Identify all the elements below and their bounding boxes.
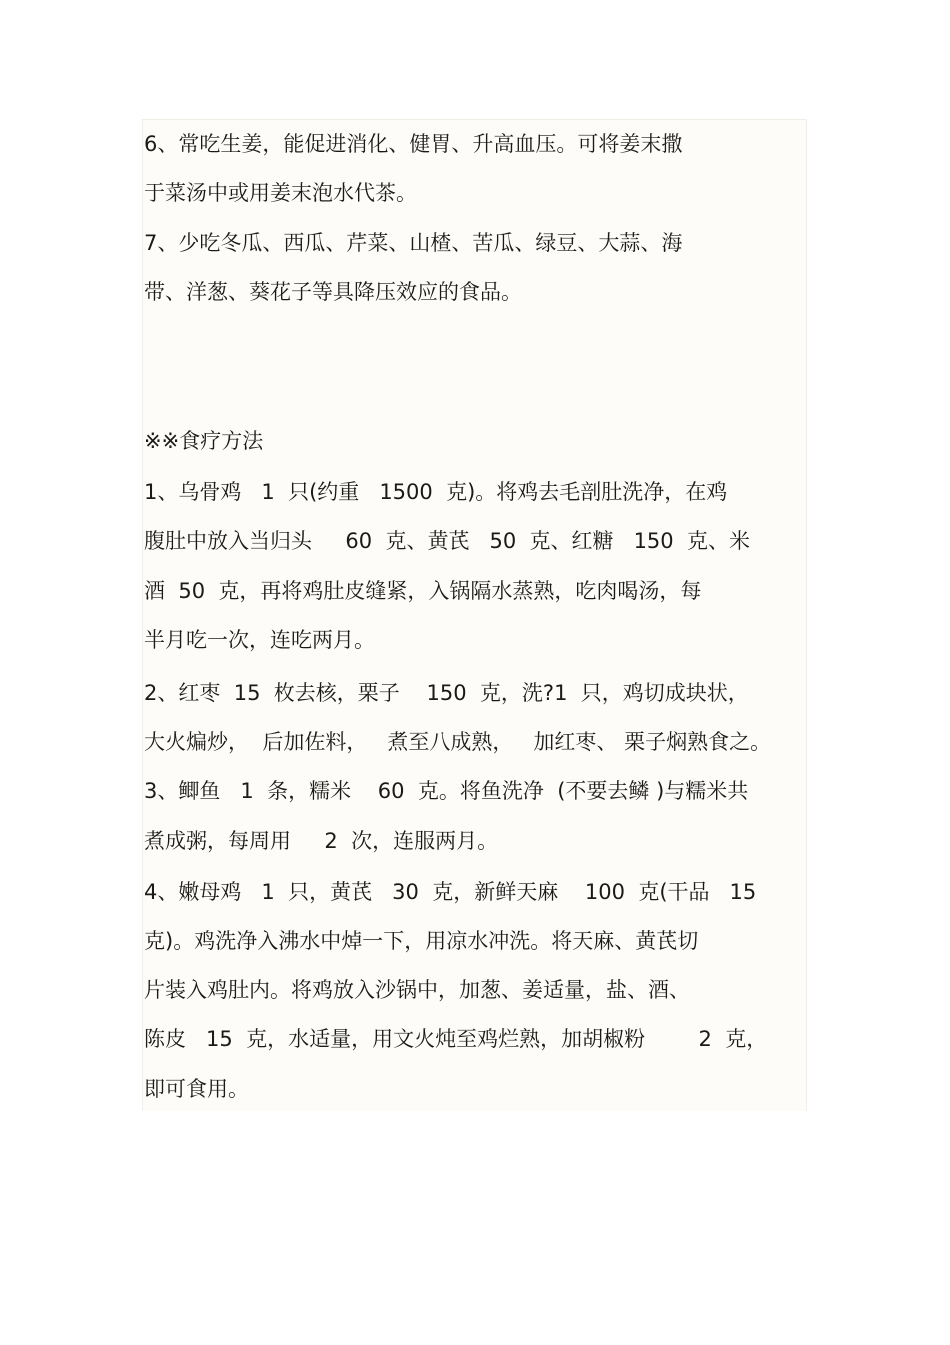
recipe-3-line-2: 煮成粥，每周用 2 次，连服两月。 bbox=[144, 829, 499, 853]
recipe-4-line-2: 克)。鸡洗净入沸水中焯一下，用凉水冲洗。将天麻、黄芪切 bbox=[144, 929, 699, 953]
recipe-1-line-2: 腹肚中放入当归头 60 克、黄芪 50 克、红糖 150 克、米 bbox=[144, 529, 751, 553]
recipe-2-line-1: 2、红枣 15 枚去核，栗子 150 克，洗?1 只，鸡切成块状， bbox=[144, 681, 749, 705]
recipe-4-line-5: 即可食用。 bbox=[144, 1077, 249, 1101]
recipe-4-line-3: 片装入鸡肚内。将鸡放入沙锅中，加葱、姜适量，盐、酒、 bbox=[144, 978, 690, 1002]
document-page bbox=[142, 119, 807, 1111]
tip-7-line-2: 带、洋葱、葵花子等具降压效应的食品。 bbox=[144, 280, 522, 304]
section-heading: ※※食疗方法 bbox=[144, 429, 264, 453]
recipe-2-line-2: 大火煸炒， 后加佐料， 煮至八成熟， 加红枣、 栗子焖熟食之。 bbox=[144, 730, 772, 754]
recipe-3-line-1: 3、鲫鱼 1 条，糯米 60 克。将鱼洗净 (不要去鳞 )与糯米共 bbox=[144, 779, 749, 803]
recipe-1-line-3: 酒 50 克，再将鸡肚皮缝紧，入锅隔水蒸熟，吃肉喝汤，每 bbox=[144, 579, 702, 603]
recipe-4-line-4: 陈皮 15 克，水适量，用文火炖至鸡烂熟，加胡椒粉 2 克， bbox=[144, 1027, 768, 1051]
recipe-1-line-1: 1、乌骨鸡 1 只(约重 1500 克)。将鸡去毛剖肚洗净，在鸡 bbox=[144, 480, 728, 504]
tip-7-line-1: 7、少吃冬瓜、西瓜、芹菜、山楂、苦瓜、绿豆、大蒜、海 bbox=[144, 231, 683, 255]
recipe-4-line-1: 4、嫩母鸡 1 只，黄芪 30 克，新鲜天麻 100 克(干品 15 bbox=[144, 880, 757, 904]
tip-6-line-1: 6、常吃生姜，能促进消化、健胃、升高血压。可将姜末撒 bbox=[144, 132, 683, 156]
tip-6-line-2: 于菜汤中或用姜末泡水代茶。 bbox=[144, 181, 417, 205]
recipe-1-line-4: 半月吃一次，连吃两月。 bbox=[144, 628, 375, 652]
